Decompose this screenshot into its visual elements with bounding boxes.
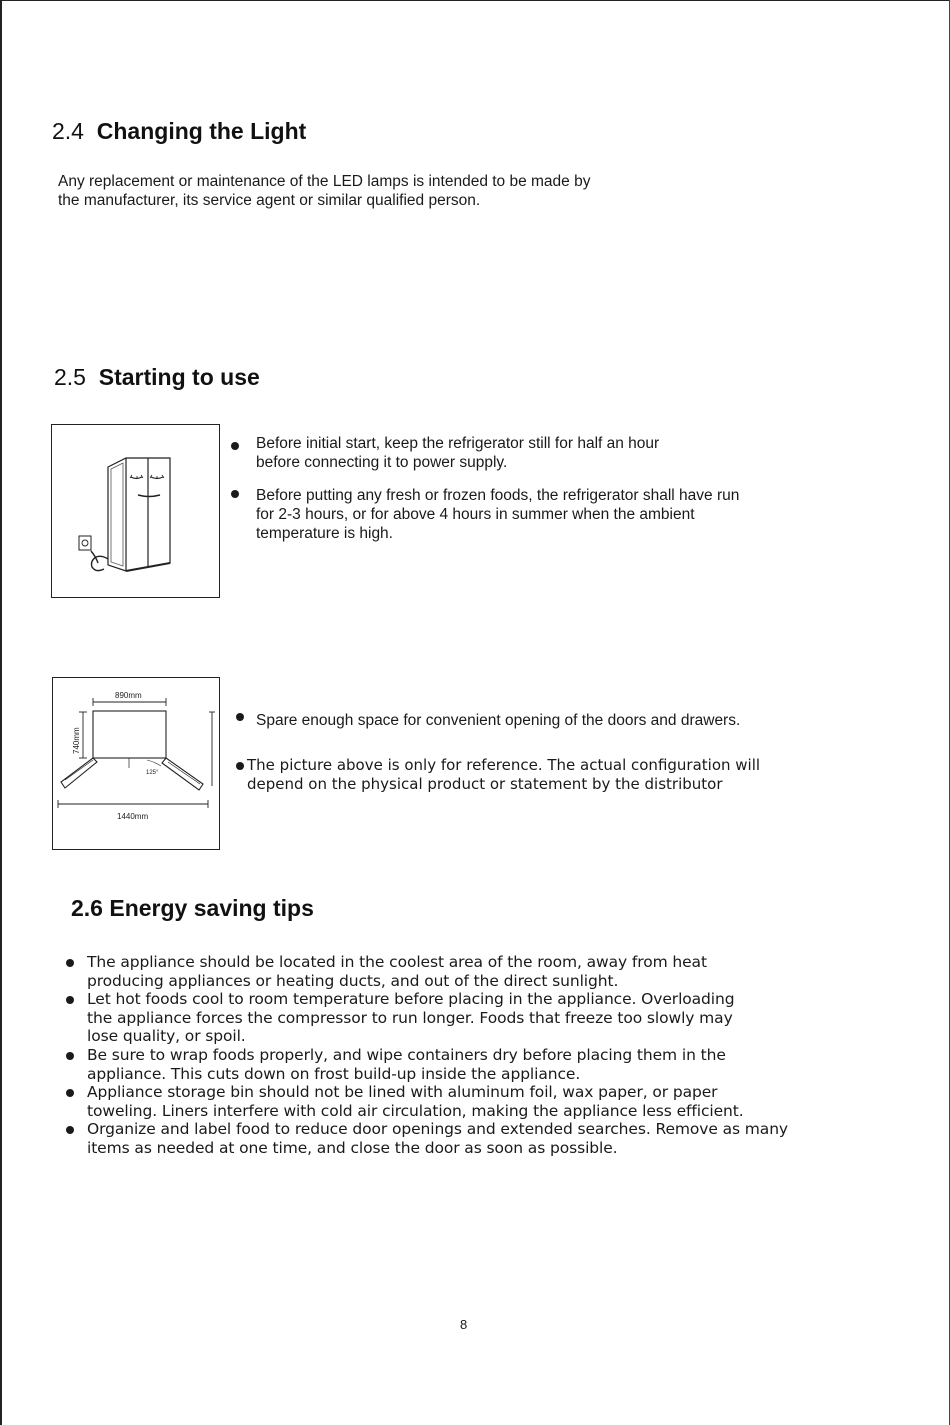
heading-number: 2.6 [71,895,103,921]
depth-label: 740mm [72,727,81,754]
heading-title: Energy saving tips [109,895,314,921]
bullet-item [231,434,659,472]
heading-starting-to-use [54,364,260,391]
text-line: before connecting it to power supply. [256,454,508,471]
text-line: Be sure to wrap foods properly, and wipe containers dry before placing them in the [87,1045,726,1064]
text-line: Appliance storage bin should not be lined with aluminum foil, wax paper, or paper [87,1083,718,1102]
refrigerator-plug-illustration [51,424,220,598]
text-line: items as needed at one time, and close the door as soon as possible. [87,1138,618,1157]
heading-changing-the-light [52,118,306,145]
text-line: toweling. Liners interfere with cold air circulation, making the appliance less efficient. [87,1101,744,1120]
text-line: The appliance should be located in the coolest area of the room, away from heat [87,953,707,971]
bullet-dot-icon [231,490,239,498]
fridge-drawing [52,425,219,597]
heading-title: Starting to use [98,364,260,390]
text-line: Any replacement or maintenance of the LED lamps is intended to be made by [58,173,591,190]
text-line: Before putting any fresh or frozen foods, the refrigerator shall have run [256,487,740,504]
bullet-item [231,486,739,543]
total-width-label: 1440mm [117,812,149,821]
bullet-item [236,756,760,794]
list-item [66,990,788,1046]
text-line: Spare enough space for convenient opening of the doors and drawers. [256,712,741,729]
bullet-dot-icon [66,1126,74,1134]
page-border-top [0,0,949,1]
text-line: the manufacturer, its service agent or similar qualified person. [58,192,481,209]
text-line: The picture above is only for reference. The actual configuration will [247,756,761,774]
text-line: appliance. This cuts down on frost build-up inside the appliance. [87,1064,581,1083]
heading-energy-saving-tips [71,895,314,922]
bullet-dot-icon [66,959,74,967]
heading-title: Changing the Light [96,118,307,144]
bullet-dot-icon [236,762,244,770]
list-item [66,953,788,990]
page-border-left [0,0,2,1425]
top-view-drawing [53,678,219,849]
width-label: 890mm [115,691,142,700]
heading-number: 2.4 [52,118,84,144]
text-line: Let hot foods cool to room temperature before placing in the appliance. Overloading [87,990,735,1009]
bullet-dot-icon [66,1052,74,1060]
bullet-item [236,711,740,730]
heading-number: 2.5 [54,364,86,390]
text-line: the appliance forces the compressor to run longer. Foods that freeze too slowly may [87,1008,733,1027]
door-clearance-diagram [52,677,220,850]
text-line: producing appliances or heating ducts, and out of the direct sunlight. [87,971,619,990]
bullet-dot-icon [231,442,239,450]
energy-tips-list [66,953,788,1158]
page-number: 8 [460,1317,468,1332]
text-line: lose quality, or spoil. [87,1027,246,1046]
list-item [66,1120,788,1157]
text-line: Before initial start, keep the refrigerator still for half an hour [256,435,660,452]
bullet-dot-icon [66,996,74,1004]
text-line: Organize and label food to reduce door openings and extended searches. Remove as many [87,1120,788,1139]
bullet-dot-icon [66,1089,74,1097]
text-line: temperature is high. [256,525,393,542]
light-paragraph [58,172,590,210]
text-line: depend on the physical product or statement by the distributor [247,775,723,793]
text-line: for 2-3 hours, or for above 4 hours in summer when the ambient [256,506,695,523]
list-item [66,1083,788,1120]
list-item [66,1046,788,1083]
bullet-dot-icon [236,713,244,721]
angle-label: 125° [146,770,159,776]
